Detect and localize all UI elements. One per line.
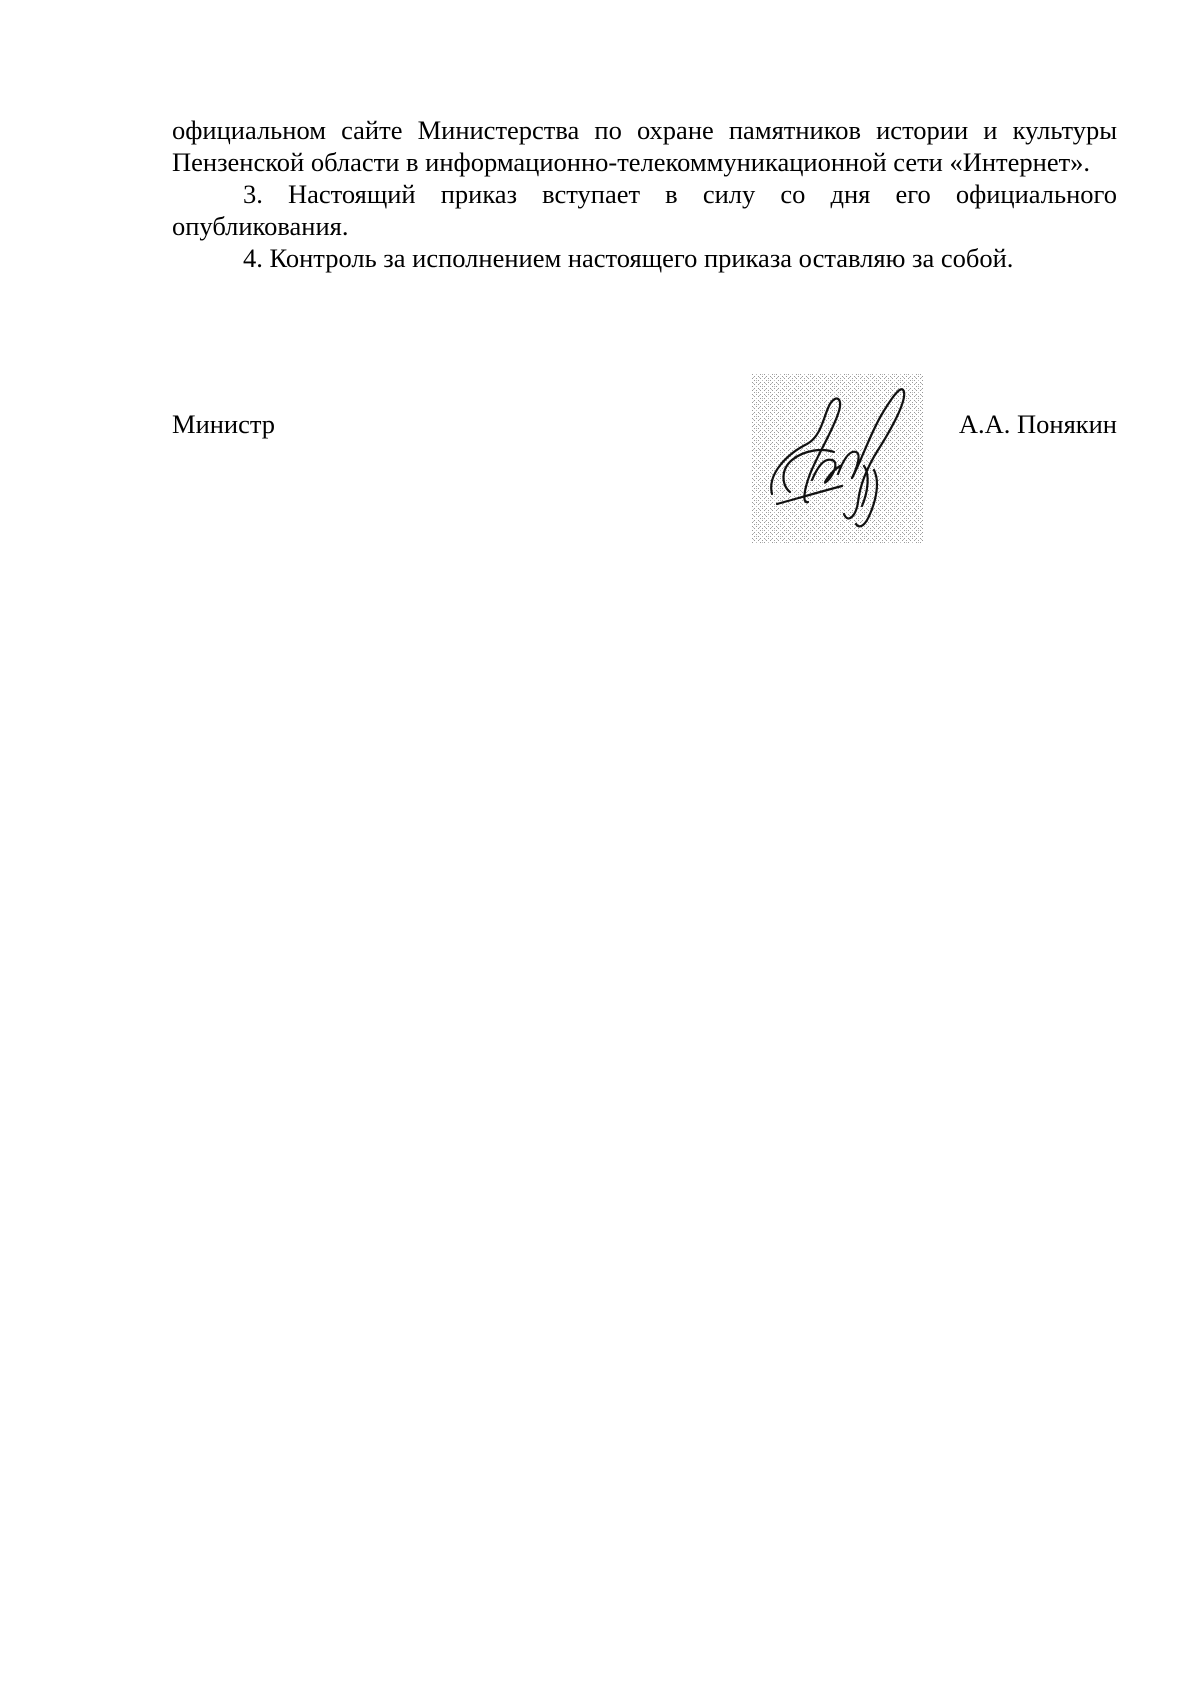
handwritten-signature-icon	[752, 374, 924, 544]
signature-block	[172, 374, 1117, 544]
document-body	[172, 114, 1117, 274]
signer-name: А.А. Понякин	[958, 409, 1117, 439]
publication-clause-paragraph: официальном сайте Министерства по охране памятников истории и культуры Пензенской области в информационно-телекоммуникационной сети «Интернет».	[172, 115, 1117, 177]
signer-position: Министр	[172, 409, 276, 439]
item-3-paragraph: 3. Настоящий приказ вступает в силу со дня его официального опубликования.	[172, 179, 1117, 241]
item-4-paragraph: 4. Контроль за исполнением настоящего приказа оставляю за собой.	[243, 243, 1014, 273]
